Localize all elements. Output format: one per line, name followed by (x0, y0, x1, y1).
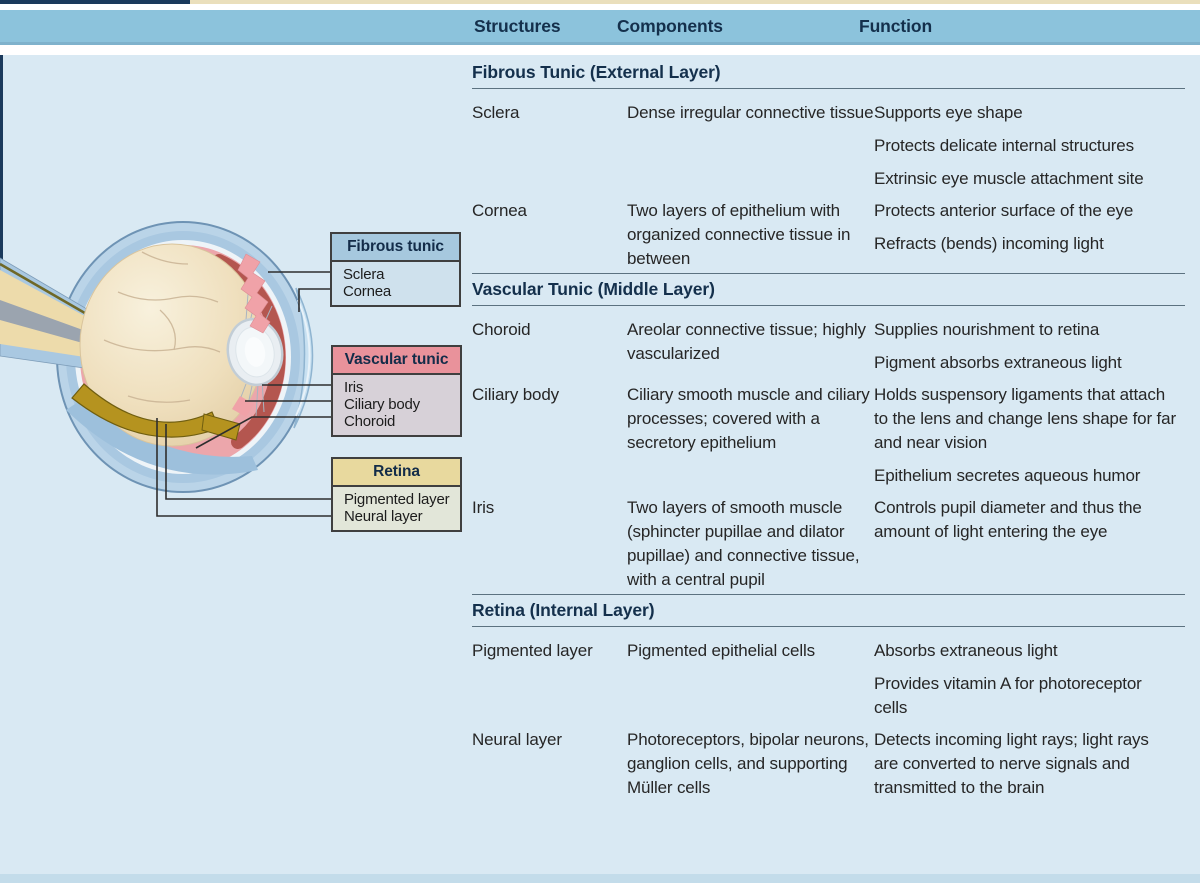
function-item: Absorbs extraneous light (874, 641, 1058, 660)
label-box-header: Vascular tunic (333, 347, 460, 375)
function-item: Refracts (bends) incoming light (874, 234, 1104, 253)
label-box-body (333, 487, 460, 530)
components-cell (627, 199, 874, 271)
structure-cell: Sclera (472, 103, 520, 122)
section-rows (472, 627, 1185, 800)
components-cell (627, 318, 874, 375)
structure-cell: Ciliary body (472, 385, 560, 404)
column-header-bar (0, 10, 1200, 45)
function-item: Controls pupil diameter and thus the amount of light entering the eye (874, 498, 1142, 541)
components-text: Two layers of epithelium with organized connective tissue in between (627, 201, 851, 268)
label-box-header: Retina (333, 459, 460, 487)
table-section (472, 594, 1185, 800)
section-header: Vascular Tunic (Middle Layer) (472, 273, 1185, 306)
function-cell (874, 383, 1176, 488)
top-border-right (190, 0, 1200, 4)
components-text: Two layers of smooth muscle (sphincter pupillae and dilator pupillae) and connective tissue, with a central pupil (627, 498, 860, 589)
section-header: Fibrous Tunic (External Layer) (472, 57, 1185, 89)
section-rows (472, 89, 1185, 271)
top-border-left (0, 0, 190, 4)
components-text: Pigmented epithelial cells (627, 641, 815, 660)
components-cell (627, 101, 874, 191)
column-header-components: Components (617, 16, 723, 36)
function-item: Epithelium secretes aqueous humor (874, 466, 1141, 485)
function-cell (874, 496, 1176, 592)
bottom-border-strip (0, 874, 1200, 883)
function-item: Supports eye shape (874, 103, 1023, 122)
function-item: Extrinsic eye muscle attachment site (874, 169, 1144, 188)
section-rows (472, 306, 1185, 592)
function-item: Detects incoming light rays; light rays are converted to nerve signals and transmitted to the brain (874, 730, 1149, 797)
tunics-table (472, 57, 1185, 802)
section-header: Retina (Internal Layer) (472, 594, 1185, 627)
function-item: Protects delicate internal structures (874, 136, 1134, 155)
components-text: Dense irregular connective tissue (627, 103, 874, 122)
structure-cell: Pigmented layer (472, 641, 593, 660)
label-box-item: Neural layer (344, 508, 423, 525)
table-section (472, 57, 1185, 271)
table-section (472, 273, 1185, 592)
function-cell (874, 639, 1176, 720)
components-cell (627, 639, 874, 720)
table-row (472, 728, 1185, 800)
label-box-item: Pigmented layer (344, 491, 450, 508)
label-box-item: Iris (344, 379, 364, 396)
structure-cell: Neural layer (472, 730, 562, 749)
function-cell (874, 101, 1176, 191)
label-box-item: Cornea (343, 283, 391, 300)
table-row (472, 383, 1185, 488)
label-box-vascular-tunic (331, 345, 462, 437)
figure-edge-line (0, 55, 3, 285)
label-box-item: Sclera (343, 266, 385, 283)
table-row (472, 318, 1185, 375)
label-box-fibrous-tunic (330, 232, 461, 307)
function-item: Supplies nourishment to retina (874, 320, 1100, 339)
table-row (472, 496, 1185, 592)
table-row (472, 639, 1185, 720)
structure-cell: Cornea (472, 201, 527, 220)
function-item: Holds suspensory ligaments that attach to the lens and change lens shape for far and near vision (874, 385, 1176, 452)
label-box-item: Choroid (344, 413, 396, 430)
components-text: Photoreceptors, bipolar neurons, ganglion cells, and supporting Müller cells (627, 730, 869, 797)
function-item: Protects anterior surface of the eye (874, 201, 1134, 220)
function-cell (874, 318, 1176, 375)
table-row (472, 101, 1185, 191)
components-cell (627, 383, 874, 488)
label-box-item: Ciliary body (344, 396, 420, 413)
column-header-function: Function (859, 16, 933, 36)
function-cell (874, 199, 1176, 271)
structure-cell: Choroid (472, 320, 531, 339)
function-item: Provides vitamin A for photoreceptor cells (874, 674, 1142, 717)
column-header-structures: Structures (474, 16, 561, 36)
label-box-retina (331, 457, 462, 532)
function-item: Pigment absorbs extraneous light (874, 353, 1122, 372)
structure-cell: Iris (472, 498, 495, 517)
function-cell (874, 728, 1176, 800)
components-text: Areolar connective tissue; highly vascularized (627, 320, 866, 363)
components-cell (627, 496, 874, 592)
label-box-header: Fibrous tunic (332, 234, 459, 262)
table-row (472, 199, 1185, 271)
label-box-body (333, 375, 460, 435)
label-box-body (332, 262, 459, 305)
components-cell (627, 728, 874, 800)
components-text: Ciliary smooth muscle and ciliary processes; covered with a secretory epithelium (627, 385, 870, 452)
